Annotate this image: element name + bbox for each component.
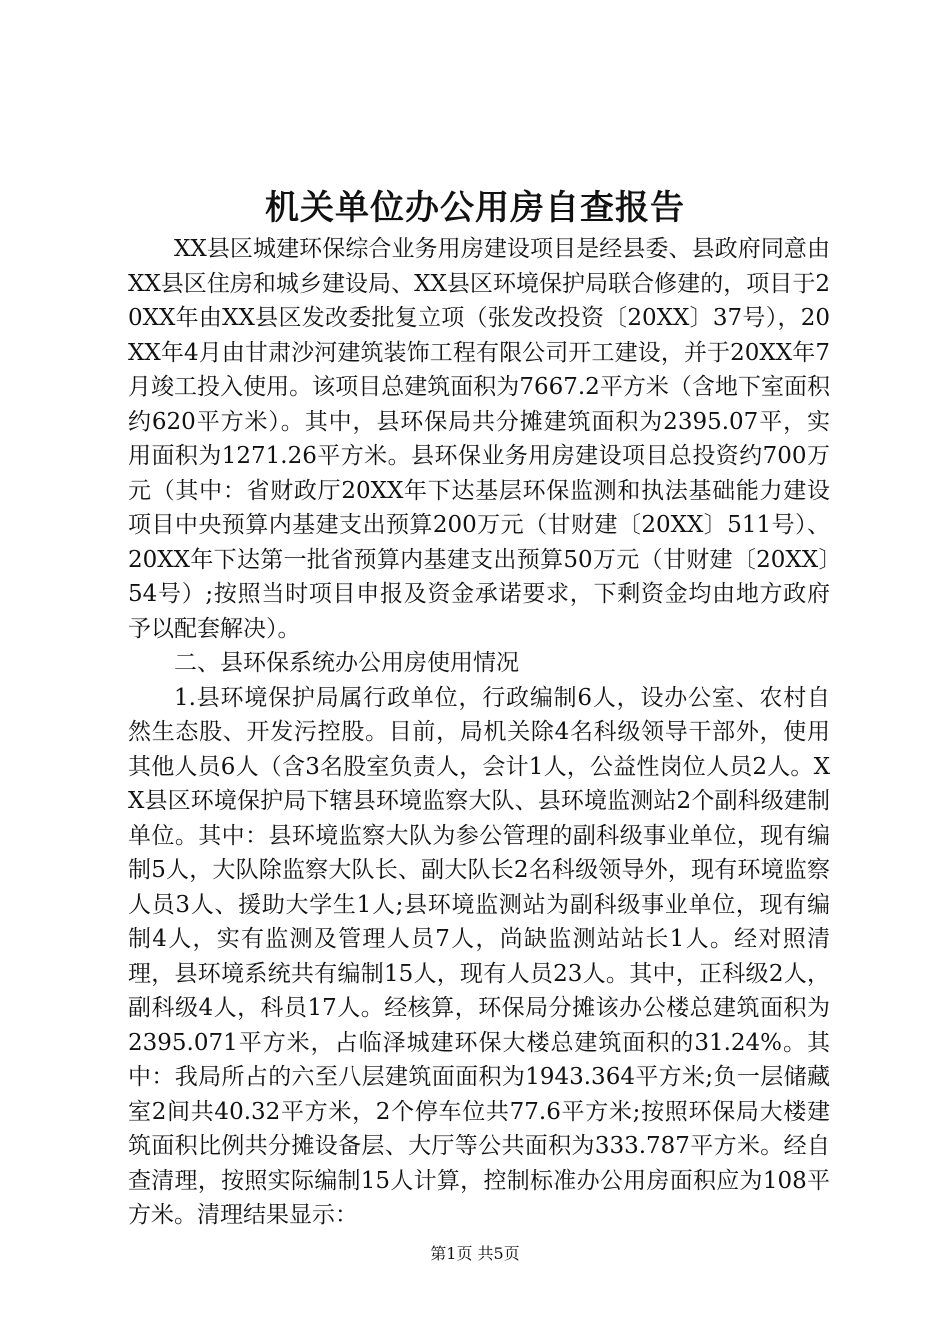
document-title: 机关单位办公用房自查报告 [265,188,685,228]
page-footer: 第1页 共5页 [430,1244,520,1263]
document-body [128,232,830,1233]
paragraph-project-overview: XX县区城建环保综合业务用房建设项目是经县委、县政府同意由XX县区住房和城乡建设局、XX县区环境保护局联合修建的，项目于20XX年由XX县区发改委批复立项（张发改投资〔20XX〕37号），20XX年4月由甘肃沙河建筑装饰工程有限公司开工建设，并于20XX年7月竣工投入使用。该项目总建筑面积为7667.2平方米（含地下室面积约620平方米）。其中，县环保局共分摊建筑面积为2395.07平，实用面积为1271.26平方米。县环保业务用房建设项目总投资约700万元（其中：省财政厅20XX年下达基层环保监测和执法基础能力建设项目中央预算内基建支出预算200万元（甘财建〔20XX〕511号）、20XX年下达第一批省预算内基建支出预算50万元（甘财建〔20XX〕54号）;按照当时项目申报及资金承诺要求，下剩资金均由地方政府予以配套解决）。 [128,236,830,642]
section-heading-usage: 二、县环保系统办公用房使用情况 [174,650,519,676]
paragraph-staffing-and-area: 1.县环境保护局属行政单位，行政编制6人，设办公室、农村自然生态股、开发污控股。目前，局机关除4名科级领导干部外，使用其他人员6人（含3名股室负责人，会计1人，公益性岗位人员2人。XX县区环境保护局下辖县环境监察大队、县环境监测站2个副科级建制单位。其中：县环境监察大队为参公管理的副科级事业单位，现有编制5人，大队除监察大队长、副大队长2名科级领导外，现有环境监察人员3人、援助大学生1人;县环境监测站为副科级事业单位，现有编制4人，实有监测及管理人员7人，尚缺监测站站长1人。经对照清理，县环境系统共有编制15人，现有人员23人。其中，正科级2人，副科级4人，科员17人。经核算，环保局分摊该办公楼总建筑面积为2395.071平方米，占临泽城建环保大楼总建筑面积的31.24%。其中：我局所占的六至八层建筑面面积为1943.364平方米;负一层储藏室2间共40.32平方米，2个停车位共77.6平方米;按照环保局大楼建筑面积比例共分摊设备层、大厅等公共面积为333.787平方米。经自查清理，按照实际编制15人计算，控制标准办公用房面积应为108平方米。清理结果显示： [128,684,830,1228]
